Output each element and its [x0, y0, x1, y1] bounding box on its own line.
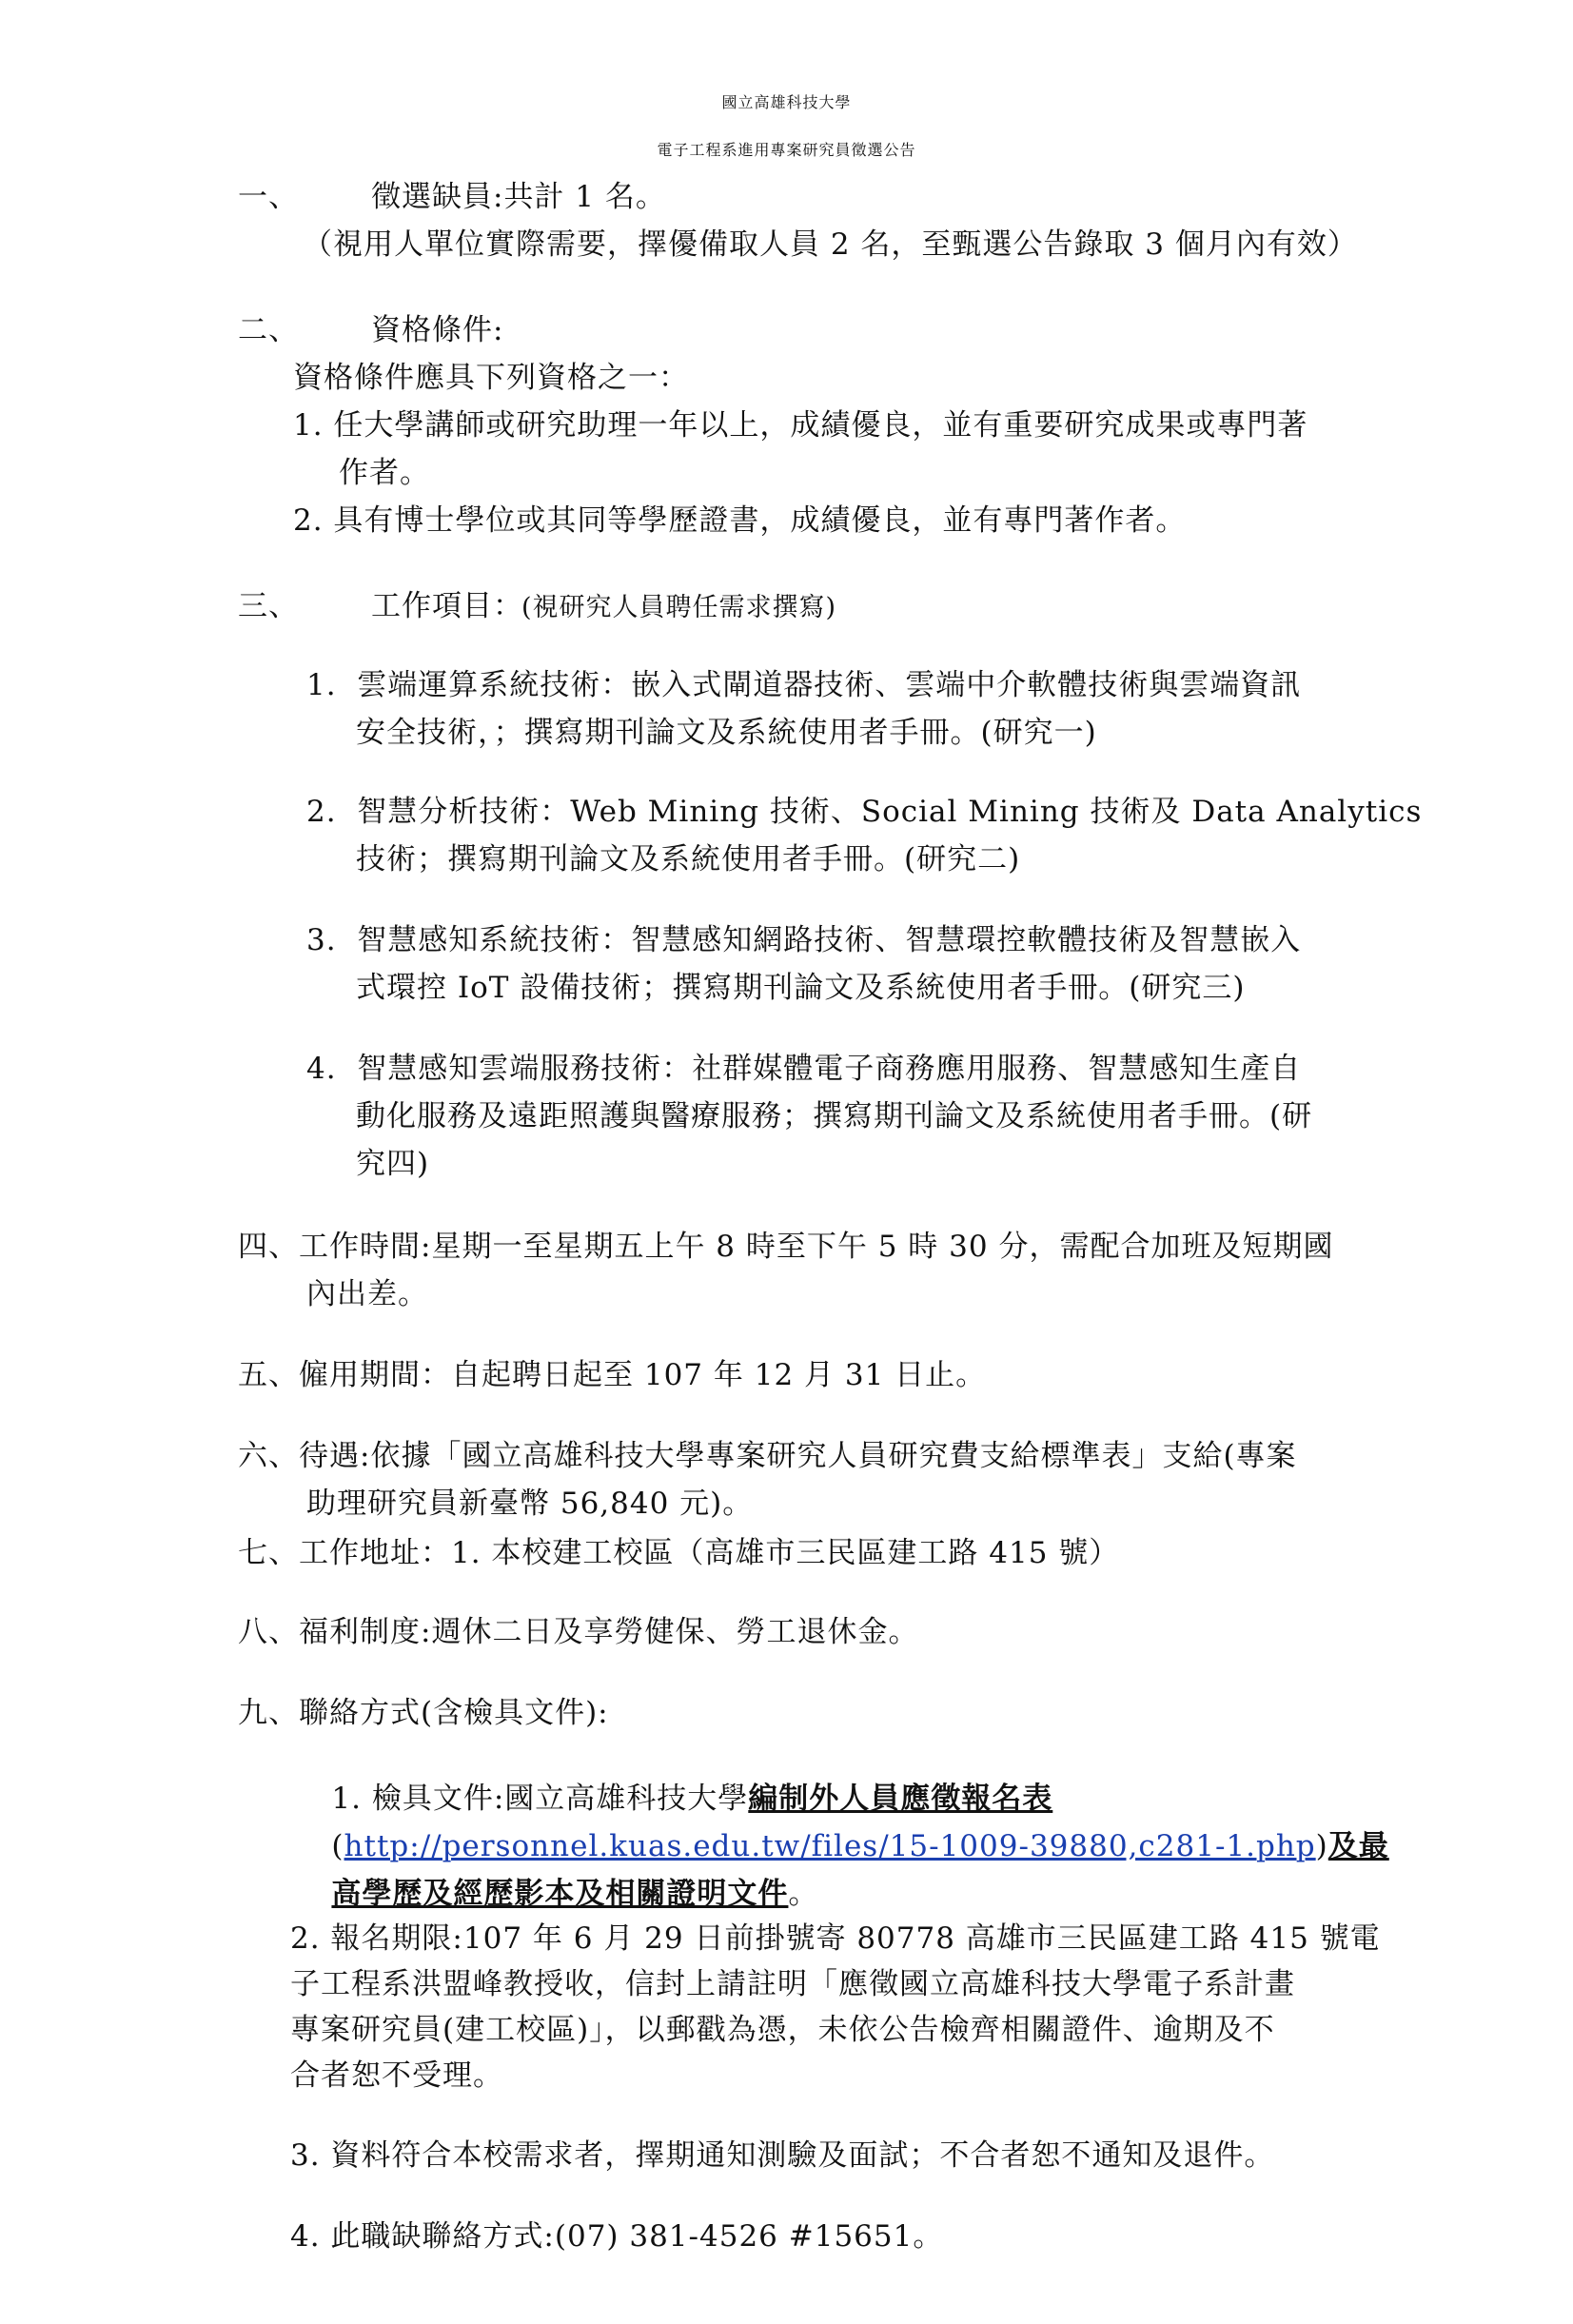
- section-4-line-1: 四、工作時間:星期一至星期五上午 8 時至下午 5 時 30 分，需配合加班及短期國: [238, 1230, 1334, 1264]
- section-3-item-3: 3. 智慧感知系統技術：智慧感知網路技術、智慧環控軟體技術及智慧嵌入: [306, 923, 1302, 957]
- url-open-paren: (: [331, 1829, 344, 1863]
- documents-label-part-2: 高學歷及經歷影本及相關證明文件: [331, 1877, 789, 1911]
- section-7: 七、工作地址：1. 本校建工校區（高雄市三民區建工路 415 號）: [238, 1536, 1120, 1570]
- url-close-paren: ): [1315, 1829, 1328, 1863]
- contact-item-3: 3. 資料符合本校需求者，擇期通知測驗及面試；不合者恕不通知及退件。: [290, 2138, 1275, 2173]
- section-1-note: （視用人單位實際需要，擇優備取人員 2 名，至甄選公告錄取 3 個月內有效）: [303, 227, 1358, 262]
- section-1-number: 一、: [238, 180, 299, 214]
- section-2-item-1-cont: 作者。: [339, 456, 430, 490]
- section-2-intro: 資格條件應具下列資格之一：: [293, 361, 689, 395]
- contact-item-1-end: 。: [788, 1877, 819, 1911]
- section-9-heading: 九、聯絡方式(含檢具文件):: [238, 1696, 609, 1730]
- section-2-number: 二、: [238, 313, 299, 347]
- section-1-heading: 徵選缺員:共計 1 名。: [371, 180, 666, 214]
- section-8: 八、福利制度:週休二日及享勞健保、勞工退休金。: [238, 1615, 919, 1649]
- section-3-item-3-cont: 式環控 IoT 設備技術；撰寫期刊論文及系統使用者手冊。(研究三): [356, 971, 1246, 1005]
- contact-item-2-line-4: 合者恕不受理。: [290, 2058, 503, 2093]
- contact-item-2-line-2: 子工程系洪盟峰教授收，信封上請註明「應徵國立高雄科技大學電子系計畫: [290, 1967, 1295, 2001]
- section-2-heading: 資格條件:: [371, 313, 504, 347]
- documents-label-part-1: 及最: [1327, 1829, 1389, 1863]
- contact-item-1-prefix: 1. 檢具文件:國立高雄科技大學: [331, 1782, 749, 1816]
- contact-item-4: 4. 此職缺聯絡方式:(07) 381-4526 #15651。: [290, 2219, 944, 2254]
- section-4-line-2: 內出差。: [306, 1277, 428, 1311]
- section-3-item-2: 2. 智慧分析技術：Web Mining 技術、Social Mining 技術及 Data Analytics: [306, 795, 1423, 829]
- section-3-item-1-cont: 安全技術，；撰寫期刊論文及系統使用者手冊。(研究一): [356, 716, 1097, 750]
- section-3-item-2-cont: 技術；撰寫期刊論文及系統使用者手冊。(研究二): [356, 842, 1021, 876]
- section-2-item-1: 1. 任大學講師或研究助理一年以上，成績優良，並有重要研究成果或專門著: [293, 408, 1308, 443]
- university-name: 國立高雄科技大學: [721, 93, 852, 111]
- section-3-item-4-cont-2: 究四): [356, 1147, 430, 1181]
- section-3-item-4: 4. 智慧感知雲端服務技術：社群媒體電子商務應用服務、智慧感知生產自: [306, 1052, 1302, 1086]
- section-3-item-1: 1. 雲端運算系統技術：嵌入式閘道器技術、雲端中介軟體技術與雲端資訊: [306, 668, 1302, 702]
- section-5: 五、僱用期間：自起聘日起至 107 年 12 月 31 日止。: [238, 1358, 987, 1392]
- application-form-link[interactable]: http://personnel.kuas.edu.tw/files/15-1009-39880,c281-1.php: [344, 1829, 1316, 1863]
- contact-item-2-line-1: 2. 報名期限:107 年 6 月 29 日前掛號寄 80778 高雄市三民區建工路 415 號電: [290, 1921, 1381, 1956]
- section-6-line-2: 助理研究員新臺幣 56,840 元)。: [306, 1487, 754, 1521]
- section-3-heading: 工作項目：: [371, 589, 523, 623]
- contact-item-2-line-3: 專案研究員(建工校區)」，以郵戳為憑，未依公告檢齊相關證件、逾期及不: [290, 2013, 1275, 2047]
- document-title: 電子工程系進用專案研究員徵選公告: [657, 141, 916, 159]
- section-3-heading-note: (視研究人員聘任需求撰寫): [521, 593, 837, 622]
- section-6-line-1: 六、待遇:依據「國立高雄科技大學專案研究人員研究費支給標準表」支給(專案: [238, 1439, 1297, 1473]
- section-2-item-2: 2. 具有博士學位或其同等學歷證書，成績優良，並有專門著作者。: [293, 503, 1187, 538]
- section-3-item-4-cont: 動化服務及遠距照護與醫療服務；撰寫期刊論文及系統使用者手冊。(研: [356, 1099, 1313, 1133]
- application-form-label: 編制外人員應徵報名表: [748, 1782, 1053, 1816]
- section-3-number: 三、: [238, 589, 299, 623]
